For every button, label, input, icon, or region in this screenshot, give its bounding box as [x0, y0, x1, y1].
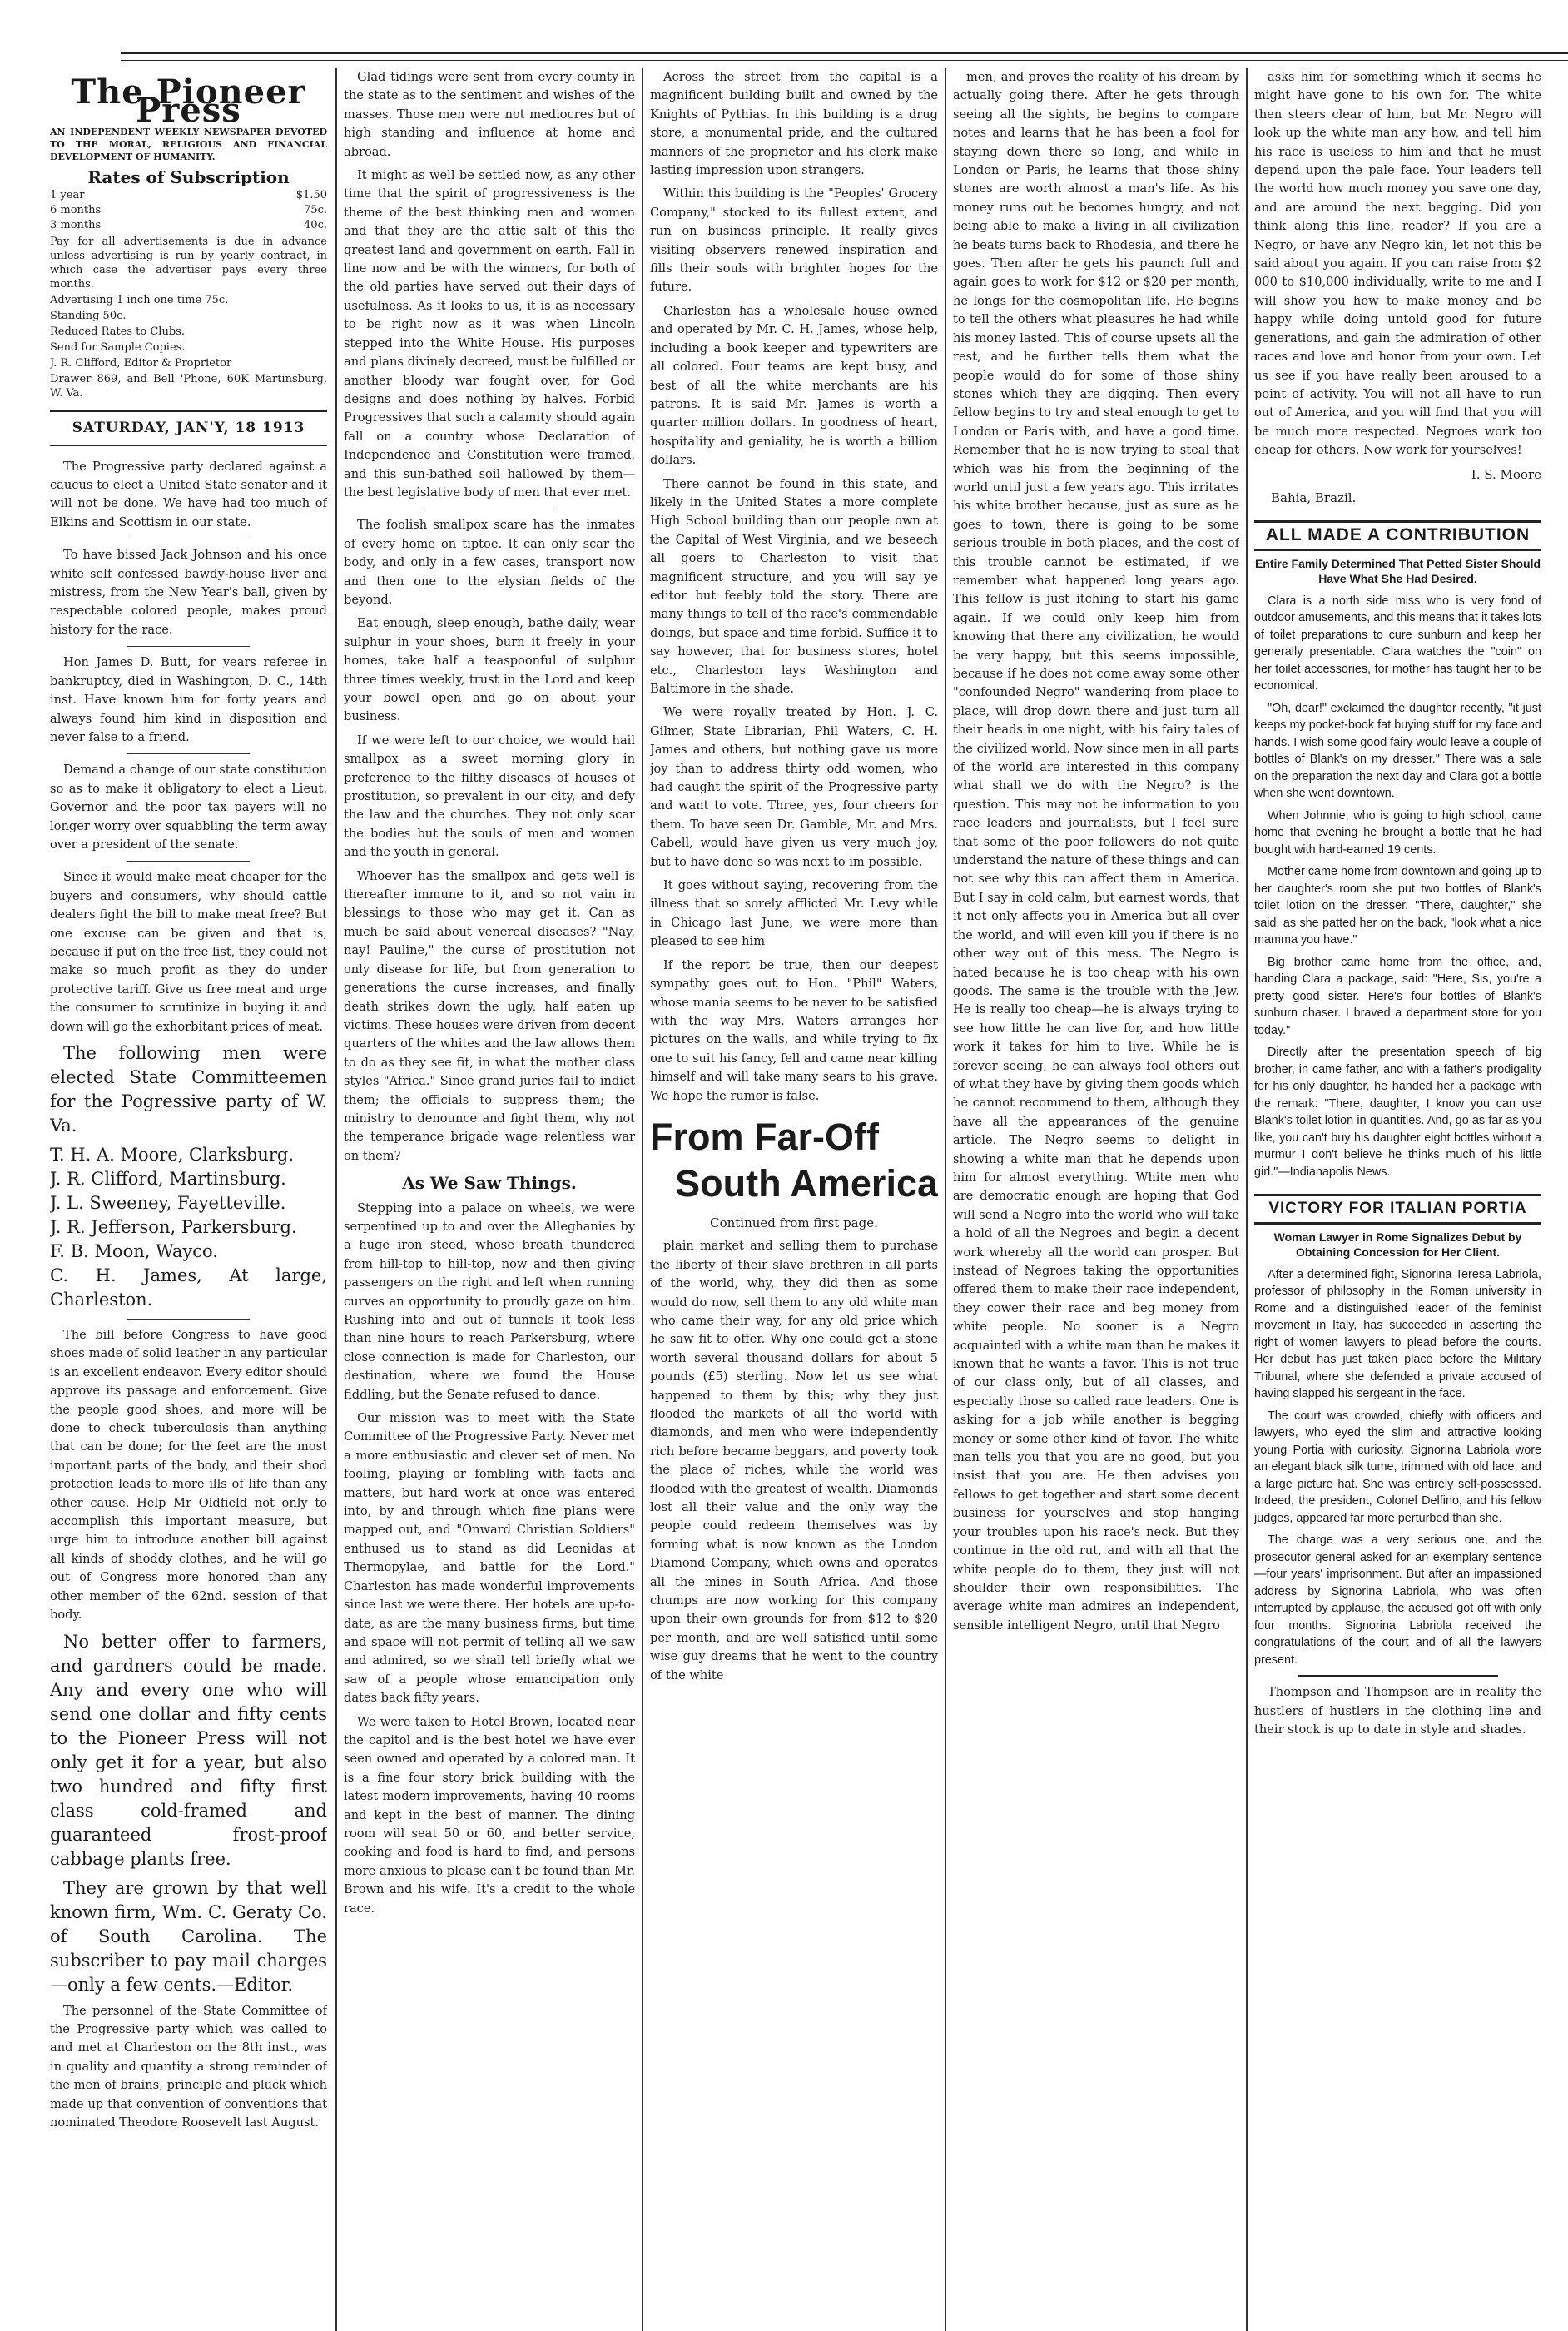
article-paragraph: If we were left to our choice, we would hail smallpox as a sweet morning glory in preference to the filthy diseases of houses of prostitution, so prevalent in our city, and defy the law and the churches. They not only scar the bodies but the souls of men and women and the youth in general. [344, 733, 635, 860]
masthead-note: Send for Sample Copies. [50, 341, 186, 355]
committee-intro: The following men were elected State Committeemen for the Pogressive party of W. Va. [50, 1043, 327, 1136]
article-paragraph: asks him for something which it seems he might have gone to his own for. The white then steers clear of him, but Mr. Negro will look up the white man any how, and tell him his race is useless to him and that he must depend upon the pale face. Your leaders tell the world how much money you save one day, and are around the next begging. Did you think along this line, reader? If you are a Negro, or have any Negro kin, let not this be said about you again. If you can raise from $2 000 to $10,000 individually, write to me and I will show you how to make money and be happy while doing untold good for future generations, and gain the admiration of other races and love and honor from your own. Let us see if you have really been aroused to a point of activity. You will not all have to run out of America, and you will find that you will be much more respected. Negroes work too cheap for others. Now work for yourselves! [1254, 70, 1541, 458]
article-paragraph: "Oh, dear!" exclaimed the daughter recently, "it just keeps my pocket-book fat buying stuff for my face and hands. I wish some good fairy would leave a couple of bottles of Blank's on my dresser." There was a sale on the preparation the next day and Clara got a bottle when she went downtown. [1254, 701, 1541, 801]
article-paragraph: To have bissed Jack Johnson and his once white self confessed bawdy-house liver and mistress, from the New Year's ball, given by respectable colored people, makes proud history for the race. [50, 548, 327, 637]
masthead-note: Pay for all advertisements is due in advance unless advertising is run by yearly contract, in which case the advertiser pays every three months. [50, 236, 327, 291]
section-deck: Entire Family Determined That Petted Sister Should Have What She Had Desired. [1254, 556, 1541, 585]
offer-paragraph: No better offer to farmers, and gardners could be made. Any and every one who will send one dollar and fifty cents to the Pioneer Press will not only get it for a year, but also two hundred and fifty first class cold-framed and guaranteed frost-proof cabbage plants free. [50, 1631, 327, 1869]
column-3 [650, 68, 938, 2331]
article-paragraph: Thompson and Thompson are in reality the hustlers of hustlers in the clothing line and their stock is up to date in style and shades. [1254, 1685, 1541, 1737]
banner-line-2: South America [675, 1161, 938, 1205]
masthead-tagline: AN INDEPENDENT WEEKLY NEWSPAPER DEVOTED TO THE MORAL, RELIGIOUS AND FINANCIAL DEVELOPMENT OF HUMANITY. [50, 126, 327, 162]
article-paragraph: Whoever has the smallpox and gets well is thereafter immune to it, and so not vain in blessings to those who may get it. Can as much be said about venereal diseases? "Nay, nay! Pauline," the curse of prostitution not only disease for life, but from generation to generations the curse increases, and finally death strikes down the ugly, half eaten up victims. These houses were driven from decent quarters of the whites and the law allows them to do as they see fit, in what the mother class styles "Africa." Since grand juries fail to indict them; the officials to suppress them; the ministry to denounce and fight them, why not the temperance brigade wage relentless war on them? [344, 868, 635, 1163]
rates-heading: Rates of Subscription [87, 166, 290, 187]
article-paragraph: It might as well be settled now, as any other time that the spirit of progressiveness is the theme of the best thinking men and women and that they are the attic salt of this the greatest land and government on earth. Fall in line now and be with the winners, for both of the old parties have served out their days of usefulness. As it looks to us, it is as necessary to be right now as it was when Lincoln stepped into the White House. His purposes and plans divinely decreed, must be fulfilled or another bloody war fought over, for God designs and does nothing by halves. Forbid Progressives that such a calamity should again fall on a country whose Declaration of Independence and Constitution were framed, and this sun-bathed soil hallowed by them—the best legislative body of men that ever met. [344, 168, 635, 500]
section-deck: Woman Lawyer in Rome Signalizes Debut by Obtaining Concession for Her Client. [1273, 1230, 1522, 1259]
article-paragraph: Charleston has a wholesale house owned and operated by Mr. C. H. James, whose help, including a book keeper and typewriters are all colored. Four teams are kept busy, and best of all the white merchants are his patrons. It is said Mr. James is worth a quarter million dollars. In goodness of heart, hospitality and geniality, he is worth a billion dollars. [650, 303, 938, 468]
top-rule [121, 52, 1568, 54]
portia-story [1254, 1266, 1541, 1669]
contribution-story [1254, 593, 1541, 1181]
divider [127, 1319, 250, 1320]
article-paragraph: We were royally treated by Hon. J. C. Gilmer, State Librarian, Phil Waters, C. H. James and others, but nothing gave us more joy than to address thirty odd women, who had caught the spirit of the Progressive party and want to vote. Three, yes, four cheers for them. To have seen Dr. Gamble, Mr. and Mrs. Cabell, would have given us very much joy, but to have done so was next to im possible. [650, 705, 938, 869]
masthead-note: Drawer 869, and Bell 'Phone, 60K Martinsburg, W. Va. [50, 373, 327, 400]
article-paragraph: The personnel of the State Committee of the Progressive party which was called to and met at Charleston on the 8th inst., was in quality and quantity a strong reminder of the men of brains, principle and pluck which made up that convention of conventions that nominated Theodore Roosevelt last August. [50, 2003, 327, 2130]
masthead-title: The Pioneer Press [71, 72, 306, 131]
divider [127, 646, 250, 647]
article-paragraph: If the report be true, then our deepest sympathy goes out to Hon. "Phil" Waters, whose mania seems to be never to be satisfied with the way Mrs. Waters arranges her pictures on the walls, and while trying to fix one to suit his fancy, fell and came near killing himself and will take many sears to his grave. We hope the rumor is false. [650, 957, 938, 1103]
section-heading: ALL MADE A CONTRIBUTION [1254, 520, 1541, 550]
article-paragraph: The charge was a very serious one, and the prosecutor general asked for an exemplary sentence—four years' imprisonment. But after an impassioned address by Signorina Labriola, who was often interrupted by applause, the accused got off with only four months. Signorina Labriola received the congratulations of the court and of all the lawyers present. [1254, 1533, 1541, 1667]
article-paragraph: It goes without saying, recovering from the illness that so sorely afflicted Mr. Levy while in Chicago last June, we were more than pleased to see him [650, 878, 938, 949]
committee-member: C. H. James, At large, Charleston. [50, 1265, 327, 1310]
committee-member: J. R. Clifford, Martinsburg. [50, 1169, 286, 1189]
article-paragraph: Mother came home from downtown and going up to her daughter's room she put two bottles of Blank's toilet lotion on the dresser. "There, daughter," she said, as she patted her on the back, "look what a nice mamma you have." [1254, 865, 1541, 947]
committee-block [50, 1041, 327, 1312]
article-paragraph: Stepping into a palace on wheels, we were serpentined up to and over the Alleghanies by a huge iron steed, whose breath thundered from hill-top to hill-top, now and then giving passengers on the right and left when running curves an opportunity to proudly gaze on him. Rushing into and out of tunnels it took less than nine hours to reach Parkersburg, where close connection is made for Charleston, our destination, where we found the House fiddling, but the Senate refused to dance. [344, 1200, 635, 1402]
rate-row: 3 months 40c. [50, 219, 327, 232]
divider [127, 861, 250, 862]
top-rule-thin [121, 60, 1568, 61]
signature-place: Bahia, Brazil. [1271, 490, 1357, 505]
signature: I. S. Moore [1471, 466, 1541, 482]
article-paragraph: Since it would make meat cheaper for the buyers and consumers, why should cattle dealers fight the bill to make meat free? But one excuse can be given and that is, because if put on the free list, they could not make so much profit as they do under protective tariff. Give us free meat and urge the consumer to scrutinize in buying it and down will go the exhorbitant prices of meat. [50, 870, 327, 1034]
rate-row: 6 months 75c. [50, 204, 327, 217]
committee-member: J. R. Jefferson, Parkersburg. [50, 1217, 297, 1237]
masthead-note: Advertising 1 inch one time 75c. [50, 294, 229, 307]
committee-member: F. B. Moon, Wayco. [50, 1241, 218, 1261]
column-separator [642, 68, 643, 2331]
article-paragraph: Within this building is the "Peoples' Grocery Company," stocked to its fullest extent, and run on business principle. It really gives visiting observers renewed inspiration and fills their souls with brighter hopes for the future. [650, 186, 938, 295]
article-paragraph: Demand a change of our state constitution so as to make it obligatory to elect a Lieut. Governor and the poor tax payers will no longer worry over squabbling the term away over a president of the senate. [50, 763, 327, 852]
article-paragraph: Clara is a north side miss who is very fond of outdoor amusements, and this means that it takes lots of toilet preparations to cure sunburn and keep her generally presentable. Clara watches the "coin" on her toilet accessories, for mother has taught her to be economical. [1254, 594, 1541, 693]
offer-block [50, 1630, 327, 1997]
column-separator [335, 68, 337, 2331]
column-1 [50, 68, 327, 2331]
article-paragraph: Hon James D. Butt, for years referee in bankruptcy, died in Washington, D. C., 14th inst. Have known him for forty years and always found him kind in disposition and never false to a friend. [50, 655, 327, 744]
article-paragraph: We were taken to Hotel Brown, located near the capitol and is the best hotel we have ever seen owned and operated by a colored man. It is a fine four story brick building with the latest modern improvements, having 40 rooms and kept in the best of manner. The dining room will seat 50 or 60, and better service, cooking and food is hard to find, and persons more anxious to please can't be found than Mr. Brown and his wife. It's a credit to the whole race. [344, 1714, 635, 1916]
section-heading: As We Saw Things. [402, 1173, 577, 1194]
article-paragraph: Glad tidings were sent from every county in the state as to the sentiment and wishes of the masses. Those men were not mediocres but of high standing and influence at home and abroad. [344, 70, 635, 159]
masthead-note: J. R. Clifford, Editor & Proprietor [50, 357, 232, 370]
rate-row: 1 year $1.50 [50, 189, 327, 202]
divider [1298, 1675, 1499, 1677]
article-paragraph: After a determined fight, Signorina Teresa Labriola, professor of philosophy in the Roman university in Rome and a distinguished leader of the feminist movement in Italy, has succeeded in asserting the right of women lawyers to plead before the courts. Her debut has just taken place before the Military Tribunal, where she defended a private accused of having slapped his sergeant in the face. [1254, 1267, 1541, 1401]
committee-member: J. L. Sweeney, Fayetteville. [50, 1193, 286, 1213]
column-separator [1246, 68, 1248, 2331]
article-paragraph: Our mission was to meet with the State Committee of the Progressive Party. Never met a more enthusiastic and clever set of men. No fooling, playing or fombling with facts and matters, but hard work at once was entered into, by and through which fine plans were mapped out, and "Onward Christian Soldiers" enthused us to stand as did Leonidas at Thermopylae, and battle for the Lord." Charleston has made wonderful improvements since last we were there. Her hotels are up-to-date, as are the many business firms, but time and space will not permit of telling all we saw and admired, so we shall tell briefly what we saw of a people whose emancipation only dates back fifty years. [344, 1411, 635, 1706]
masthead-note: Reduced Rates to Clubs. [50, 326, 185, 339]
article-paragraph: There cannot be found in this state, and likely in the United States a more complete High School building than our people own at the Capital of West Virginia, and we beseech all goers to Charleston to visit that magnificent structure, and you will say ye editor but feebly told the story. There are many things to tell of the race's commendable doings, but space and time forbid. Suffice it to say however, that for business stores, hotel etc., Charleston lays Washington and Baltimore in the shade. [650, 476, 938, 696]
committee-member: T. H. A. Moore, Clarksburg. [50, 1145, 295, 1165]
article-paragraph: Eat enough, sleep enough, bathe daily, wear sulphur in your shoes, burn it freely in your homes, take half a teaspoonful of sulphur three times weekly, trust in the Lord and keep your bowel open and go on about your business. [344, 616, 635, 724]
committee-list [50, 1143, 327, 1312]
article-paragraph: When Johnnie, who is going to high school, came home that evening he brought a bottle that he had bought with hard-earned 19 cents. [1254, 808, 1541, 857]
column-4 [953, 68, 1239, 2331]
banner-line-1: From Far-Off [650, 1115, 879, 1158]
article-paragraph: Big brother came home from the office, and, handing Clara a package, said: "Here, Sis, you're a pretty good sister. Here's four bottles of Blank's sunburn chaser. I braved a department store for you today." [1254, 955, 1541, 1037]
newspaper-page [50, 40, 1568, 2331]
article-paragraph: Across the street from the capital is a magnificent building built and owned by the Knights of Pythias. In this building is a drug store, a monumental pride, and the cultured manners of the proprietor and his clerk make lasting impression upon strangers. [650, 70, 938, 178]
column-2 [344, 68, 635, 2331]
column-separator [945, 68, 946, 2331]
dateline: SATURDAY, JAN'Y, 18 1913 [50, 410, 327, 445]
rates-list [50, 188, 327, 233]
article-paragraph: Directly after the presentation speech of big brother, in came father, and with a father's prodigality for his only daughter, he handed her a package with the remark: "There, daughter, I know you can use Blank's toilet lotion in quantities. And, go as far as you like, you can't buy his daughter eight bottles without a murmur I don't believe he thinks much of his little girl."—Indianapolis News. [1254, 1046, 1541, 1179]
article-paragraph: plain market and selling them to purchase the liberty of their slave brethren in all parts of the world, why, they did then as some would do now, sell them to any old white man who came their way, for any old price which he saw fit to offer. Why one could get a stone worth several thousand dollars for about 5 pounds (£5) sterling. Now let us see what happened to them by this; why they just flooded the markets of all the world with diamonds, and men who were independently rich before became beggars, and poverty took the place of riches, while the world was flooded with the greatest of wealth. Diamonds lost all their value and the only way the people could redeem themselves was by forming what is now known as the London Diamond Company, which owns and operates all the mines in South Africa. And those chumps are now working for this company upon their own grounds for from $12 to $20 per month, and are well satisfied until some wise guy dreams that he went to the country of the white [650, 1239, 938, 1682]
section-heading: VICTORY FOR ITALIAN PORTIA [1254, 1194, 1541, 1224]
column-5 [1254, 68, 1541, 2331]
masthead-note: Standing 50c. [50, 310, 127, 323]
article-paragraph: men, and proves the reality of his dream by actually going there. After he gets through seeing all the sights, he begins to compare notes and learns that he has been a fool for staying down there so long, and while in London or Paris, he learns that those shiny stones are worth almost a man's life. As his money runs out he becomes hungry, and not being able to make a living in all civilization he beats turns back to Rhodesia, and there he goes. Then after he gets his paunch full and again goes to work for $12 or $20 per month, he longs for the cosmopolitan life. He begins to tell the others what pleasures he had while his money lasted. This of course upsets all the rest, and he further tells them what the people would do for some of those shiny stones which they are digging. Then every fellow begins to try and steal enough to get to London or Paris with, and have a good time. Remember that he is now trying to steal that which was his from the beginning of the world until just a few years ago. This irritates his white brother because, just as sure as he goes to town, there is going to be some serious trouble in both places, and the cost of this trouble cannot be estimated, if we remember what happened long years ago. This fellow is just itching to start his game again. If we could only keep him from knowing that there any civilization, he would be very happy, but this seems impossible, because if he does not come away some other "confounded Negro" wandering from place to place, will drop down there and just turn all their heads in one night, with his fairy tales of the civilized world. Now since men in all parts of the world are interested in this company what shall we do with the Negro? is the question. This may not be information to you race leaders and journalists, but I feel sure that some of the poor followers do not quite understand the nature of these things and can not see why this can affect them in America. But I say in cold calm, but earnest words, that it not only affects you in America but all over the world, and will even kill you if there is no other way out of this mess. The Negro is hated because he is too cheap with his own goods. The same is the trouble with the Jew. He is really too cheap—he is always trying to see how little he can live for, and how little work it takes for him to live. While he is forever seeing, he can always fool others out of what they have by giving them goods which he cannot recommend to them, although they have all the appearances of the genuine article. The Negro seems to delight in showing a white man that he depends upon him for almost everything. White men who are democratic enough are hoping that God will send a Negro into the world who will take a hold of all the Negroes and begin a decent work whereby all the world can prosper. But instead of Negroes taking the opportunities offered them to make their race independent, they cower their race and beg money from white people. No sooner is a Negro acquainted with a white man than he makes it known that he wants a favor. This is not true of our class only, but of all classes, and especially those so called race leaders. One is asking for a job while another is begging money or some other kind of favor. The white man tells you that you are no good, but you insist that you are. He then advises you fellows to get together and start some decent business for yourselves and stop hanging your troubles upon his race's neck. But they continue in the old rut, and with all that the white people do to them, they just will not shoulder their own responsibilities. The average white man admires an independent, sensible intelligent Negro, until that Negro [953, 70, 1239, 1633]
article-paragraph: The foolish smallpox scare has the inmates of every home on tiptoe. It can only scar the body, and only in a few cases, transport now and then one to the elysian fields of the beyond. [344, 518, 635, 607]
article-paragraph: The Progressive party declared against a caucus to elect a United State senator and it will not be done. We have had too much of Elkins and Scottism in our state. [50, 459, 327, 529]
banner-headline [650, 1114, 938, 1207]
article-paragraph: The bill before Congress to have good shoes made of solid leather in any particular is an excellent endeavor. Every editor should approve its passage and enforcement. Give the people good shoes, and more will be done to check tuberculosis than anything that can be done; for the feet are the most important parts of the body, and their shod protection leads to more ills of life than any other cause. Help Mr Oldfield not only to accomplish this important measure, but urge him to introduce another bill against all kinds of shoddy clothes, and he will go out of Congress more honored than any other member of the 62nd. session of that body. [50, 1328, 327, 1623]
article-paragraph: The court was crowded, chiefly with officers and lawyers, who eyed the slim and attractive looking young Portia with curiosity. Signorina Labriola wore an elegant black silk tume, trimmed with old lace, and a large picture hat. She was entirely self-possessed. Indeed, the president, Colonel Delfino, and his fellow judges, appeared far more perturbed than she. [1254, 1409, 1541, 1525]
continued-note: Continued from first page. [710, 1215, 878, 1230]
divider [127, 753, 250, 754]
offer-paragraph: They are grown by that well known firm, Wm. C. Geraty Co. of South Carolina. The subscriber to pay mail charges—only a few cents.—Editor. [50, 1877, 327, 1995]
